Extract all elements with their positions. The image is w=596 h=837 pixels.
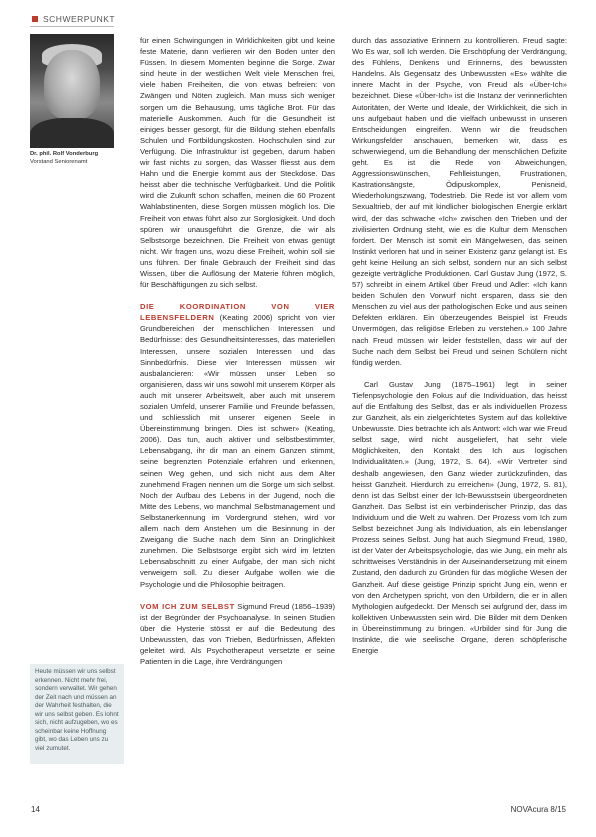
text-column-left — [140, 35, 335, 667]
caption-role: Vorstand Seniorenamt — [30, 159, 88, 165]
subheading: VOM ICH ZUM SELBST — [140, 601, 235, 611]
magazine-issue: NOVAcura 8/15 — [510, 805, 566, 814]
photo-caption — [30, 150, 120, 166]
subheading: DIE KOORDINATION VON VIER LEBENSFELDERN — [140, 302, 335, 323]
section-marker — [32, 16, 38, 22]
author-photo — [30, 34, 114, 148]
paragraph-with-heading — [140, 601, 335, 668]
text-column-right — [352, 35, 567, 656]
paragraph: Carl Gustav Jung (1875–1961) legt in seiner Tiefenpsychologie den Fokus auf die Individuation, das heisst auf die Entfaltung des Selbst, das er als individuellen Prozess zur Ganzheit, als ein zielgerichtetes System auf das kollektive Unbewusste. Dies betrachte ich als Antwort: «Ich war wie Freud selbst sage, wird nicht ausgeliefert, hat sehr viele Möglichkeiten, den Kontakt des Ich aus logischen Individualitäten.» (Jung, 1972, S. 64). «Wir Vertreter sind deshalb angewiesen, den Ganz wieder zurückzufinden, das heisst Ganzheit. Hierdurch zu erreichen» (Jung, 1972, S. 81), denn ist das Selbst einer der Ich-Bewusstsein übergeordneten Ganzheit. Das Selbst ist ein verbinderischer Prinzip, das das Individuum und die Welt zu wahren. Der Prozess vom Ich zum Selbst bezeichnet Jung als Individuation, als ein lebenslanger Prozess seines Selbst. Jung hat auch Siegmund Freud, 1980, ist der Vater der Arbeitspsychologie, das wie Jung, ein mehr als schrittweises Verständnis in der Auseinandersetzung mit einem Zustand, den dadurch zu Gründen für das mögliche Wesen der Ganzheit. Auf diese geistige Prinzip spricht Jung ein, wenn er von den Archetypen spricht, von den Urbildern, die er in allen Mythologien aufgedeckt. Der Mensch sei aufgrund der, dass im kollektiven Unbewussten sein wird. Die Bilder mit dem Denken in Übereinstimmung zu bringen. «Urbilder sind für Jung die Instinkte, die wie seelische Organe, deren schöpferische Energie — [352, 379, 567, 656]
header-divider — [30, 26, 114, 27]
section-label: SCHWERPUNKT — [43, 14, 116, 24]
paragraph: durch das assoziative Erinnern zu kontrollieren. Freud sagte: Wo Es war, soll Ich werden. Die Erschöpfung der Verdrängung, des Fühlens, Denkens und Erinnerns, des bewussten Handelns. Als Gegensatz des Unbewussten «Es» wählte die innere Macht in der Psyche, von Freud als «Über-Ich» bezeichnet. Diese «Über-Ich» ist die Instanz der verinnerlichten Autoritäten, der Werte und Ideale, der Wirklichkeit, die sich in uns aufgebaut haben und die vielfach unbewusst in unseren Entscheidungen eingreifen. Wenn wir die freudschen Wirkungsfelder anschauen, bemerken wir, dass es schwerwiegend, um die Behandlung der menschlichen Defizite geht. Es ist die Rede von Abweichungen, Aggressionswünschen, Fehlleistungen, Frustrationen, Kastrationsängste, Ödipuskomplex, Penisneid, Wiederholungszwang, Todestrieb. Die Rede ist vor allem vom Sexualtrieb, der auf mit kindlicher biologischen Energie erklärt wird, der das schwache «Ich» zwischen den Trieben und der zivilisierten Ordnung steht, wie es die Kultur dem Menschen fordert. Der Mensch ist somit ein Mängelwesen, das seinen Instinkt verloren hat und in seiner Existenz ganz gelangt ist. Es geht keine Heilung an sich selbst, sondern nur an sich selbst gezeigte verträgliche Produktionen. Carl Gustav Jung (1972, S. 57) schreibt in einem Artikel über Freud und Adler: «Ich kann beiden Schulen den Vorwurf nicht ersparen, dass sie den Menschen zu viel aus der pathologischen Ecke und aus seinen Defekten erklären. Ein überzeugendes Beispiel ist Freuds Unvermögen, das religiöse Erleben zu verstehen.» 100 Jahre nach Freud müssen wir leider feststellen, dass wir auf der Suche nach dem Selbst bei Freud und seinen Schülern nicht fündig werden. — [352, 36, 567, 367]
paragraph: für einen Schwingungen in Wirklichkeiten gibt und keine feste Materie, dann verlieren wir den Boden unter den Füssen. In diesem Momenten beginne die Sorge. Zwar sind heute in der westlichen Welt viele Menschen frei, viele haben Freiheiten, die von etwas befreien: von Zwängen und Nöten zugleich. Man muss sich weniger sorgen um die Behausung, ums tägliche Brot. Für das materielle Auskommen. Auch für die Gesundheit ist einiges besser gesorgt, für die Bildung stehen ebenfalls Schulen und Fortbildungskosten. Hochschulen sind zur Verfügung. Die Infrastruktur ist gegeben, darum haben wir fast nichts zu sorgen, das Wasser fliesst aus dem Hahn und die Energie kommt aus der Steckdose. Das heisst aber die technische Verfügbarkeit. Und die Politik wird die Zukunft schon schaffen, meinen die 60 Prozent Wahlabstinenten, diese Sorgen müssen möglich los. Die Freiheit von etwas führt also zur Sorglosigkeit. Und doch spüren wir unausgeführt die Grenze, die wir als Selbstsorge bezeichnen. Die Freiheit von etwas genügt nicht. Wir fragen uns, wozu diese Freiheit, wohin soll sie uns führen. Der finale Gebrauch der Freiheit sind das Wissen, über die Auflösung der Materie führen möglich, für Beschäftigungen zu sich selbst. — [140, 36, 335, 290]
section-header — [32, 14, 115, 24]
side-quote-box: Heute müssen wir uns selbst erkennen. Nicht mehr frei, sondern verwaltet. Wir gehen der Zeit nach und müssen an der Wahrheit festhalten, die wir uns selbst geben. Es lohnt sich, nicht aufzugeben, wo es scheinbar keine Hoffnung gibt, wo das Leben uns zu viel zumutet. — [30, 664, 124, 764]
page-number: 14 — [31, 805, 40, 814]
paragraph-with-heading — [140, 301, 335, 589]
caption-name: Dr. phil. Rolf Vonderburg — [30, 151, 99, 157]
paragraph-body: (Keating 2006) spricht von vier Grundbereichen der menschlichen Interessen und Bedürfnisse: des Gesundheitsinteresses, das materiellen Interessen, unsere sozialen Interessen und das Sinnbedürfnis. Diese vier Interessen müssen wir ausbalancieren: «Wir müssen unser Leben so organisieren, dass wir uns sowohl mit unserem Körper als auch mit unserer Arbeitswelt, aber auch mit unserem sozialen Umfeld, unserer Familie und Freunde befassen, und schliesslich mit unserer eigenen Seele in Übereinstimmung bringen. Dies ist schwer» (Keating, 2006). Das tun, auch aktiver und selbstbestimmter, Lebensabgang, ihr dir man an einem Ganzen stimmt, seine begrenzten Potenziale erfahren und erkennen, seinen Weg gehen, und sich nicht aus dem Alter zunehmend Fragen nennen um die Sorge um sich selbst. Noch der Aufbau des Lebens in der Jugend, noch die Mitte des Lebens, wo manchmal Selbstmanagement und Selbstanerkennung im Vordergrund stehen, wird vor allem nach dem Anstehen um die Besinnung in der Zweigang die Suche nach dem Sinn an Dringlichkeit zunehmen. Die Selbstsorge ergibt sich wird im letzten Lebensabschnitt zu einer Aufgabe, der man sich nicht verweigern soll. Zu dieser Aufgabe wollen wie die Psychologie und die Philosophie beitragen. — [140, 313, 335, 589]
photo-face — [44, 50, 100, 120]
paragraph-body: Sigmund Freud (1856–1939) ist der Begründer der Psychoanalyse. In seinen Studien über die Hysterie stösst er auf die Bedeutung des Unbewussten, das von Trieben, Bedürfnissen, Affekten geleitet wird. Als Psychotherapeut versetzte er seine Patienten in die Lage, ihre Verdrängungen — [140, 601, 335, 667]
photo-shoulders — [30, 118, 114, 148]
